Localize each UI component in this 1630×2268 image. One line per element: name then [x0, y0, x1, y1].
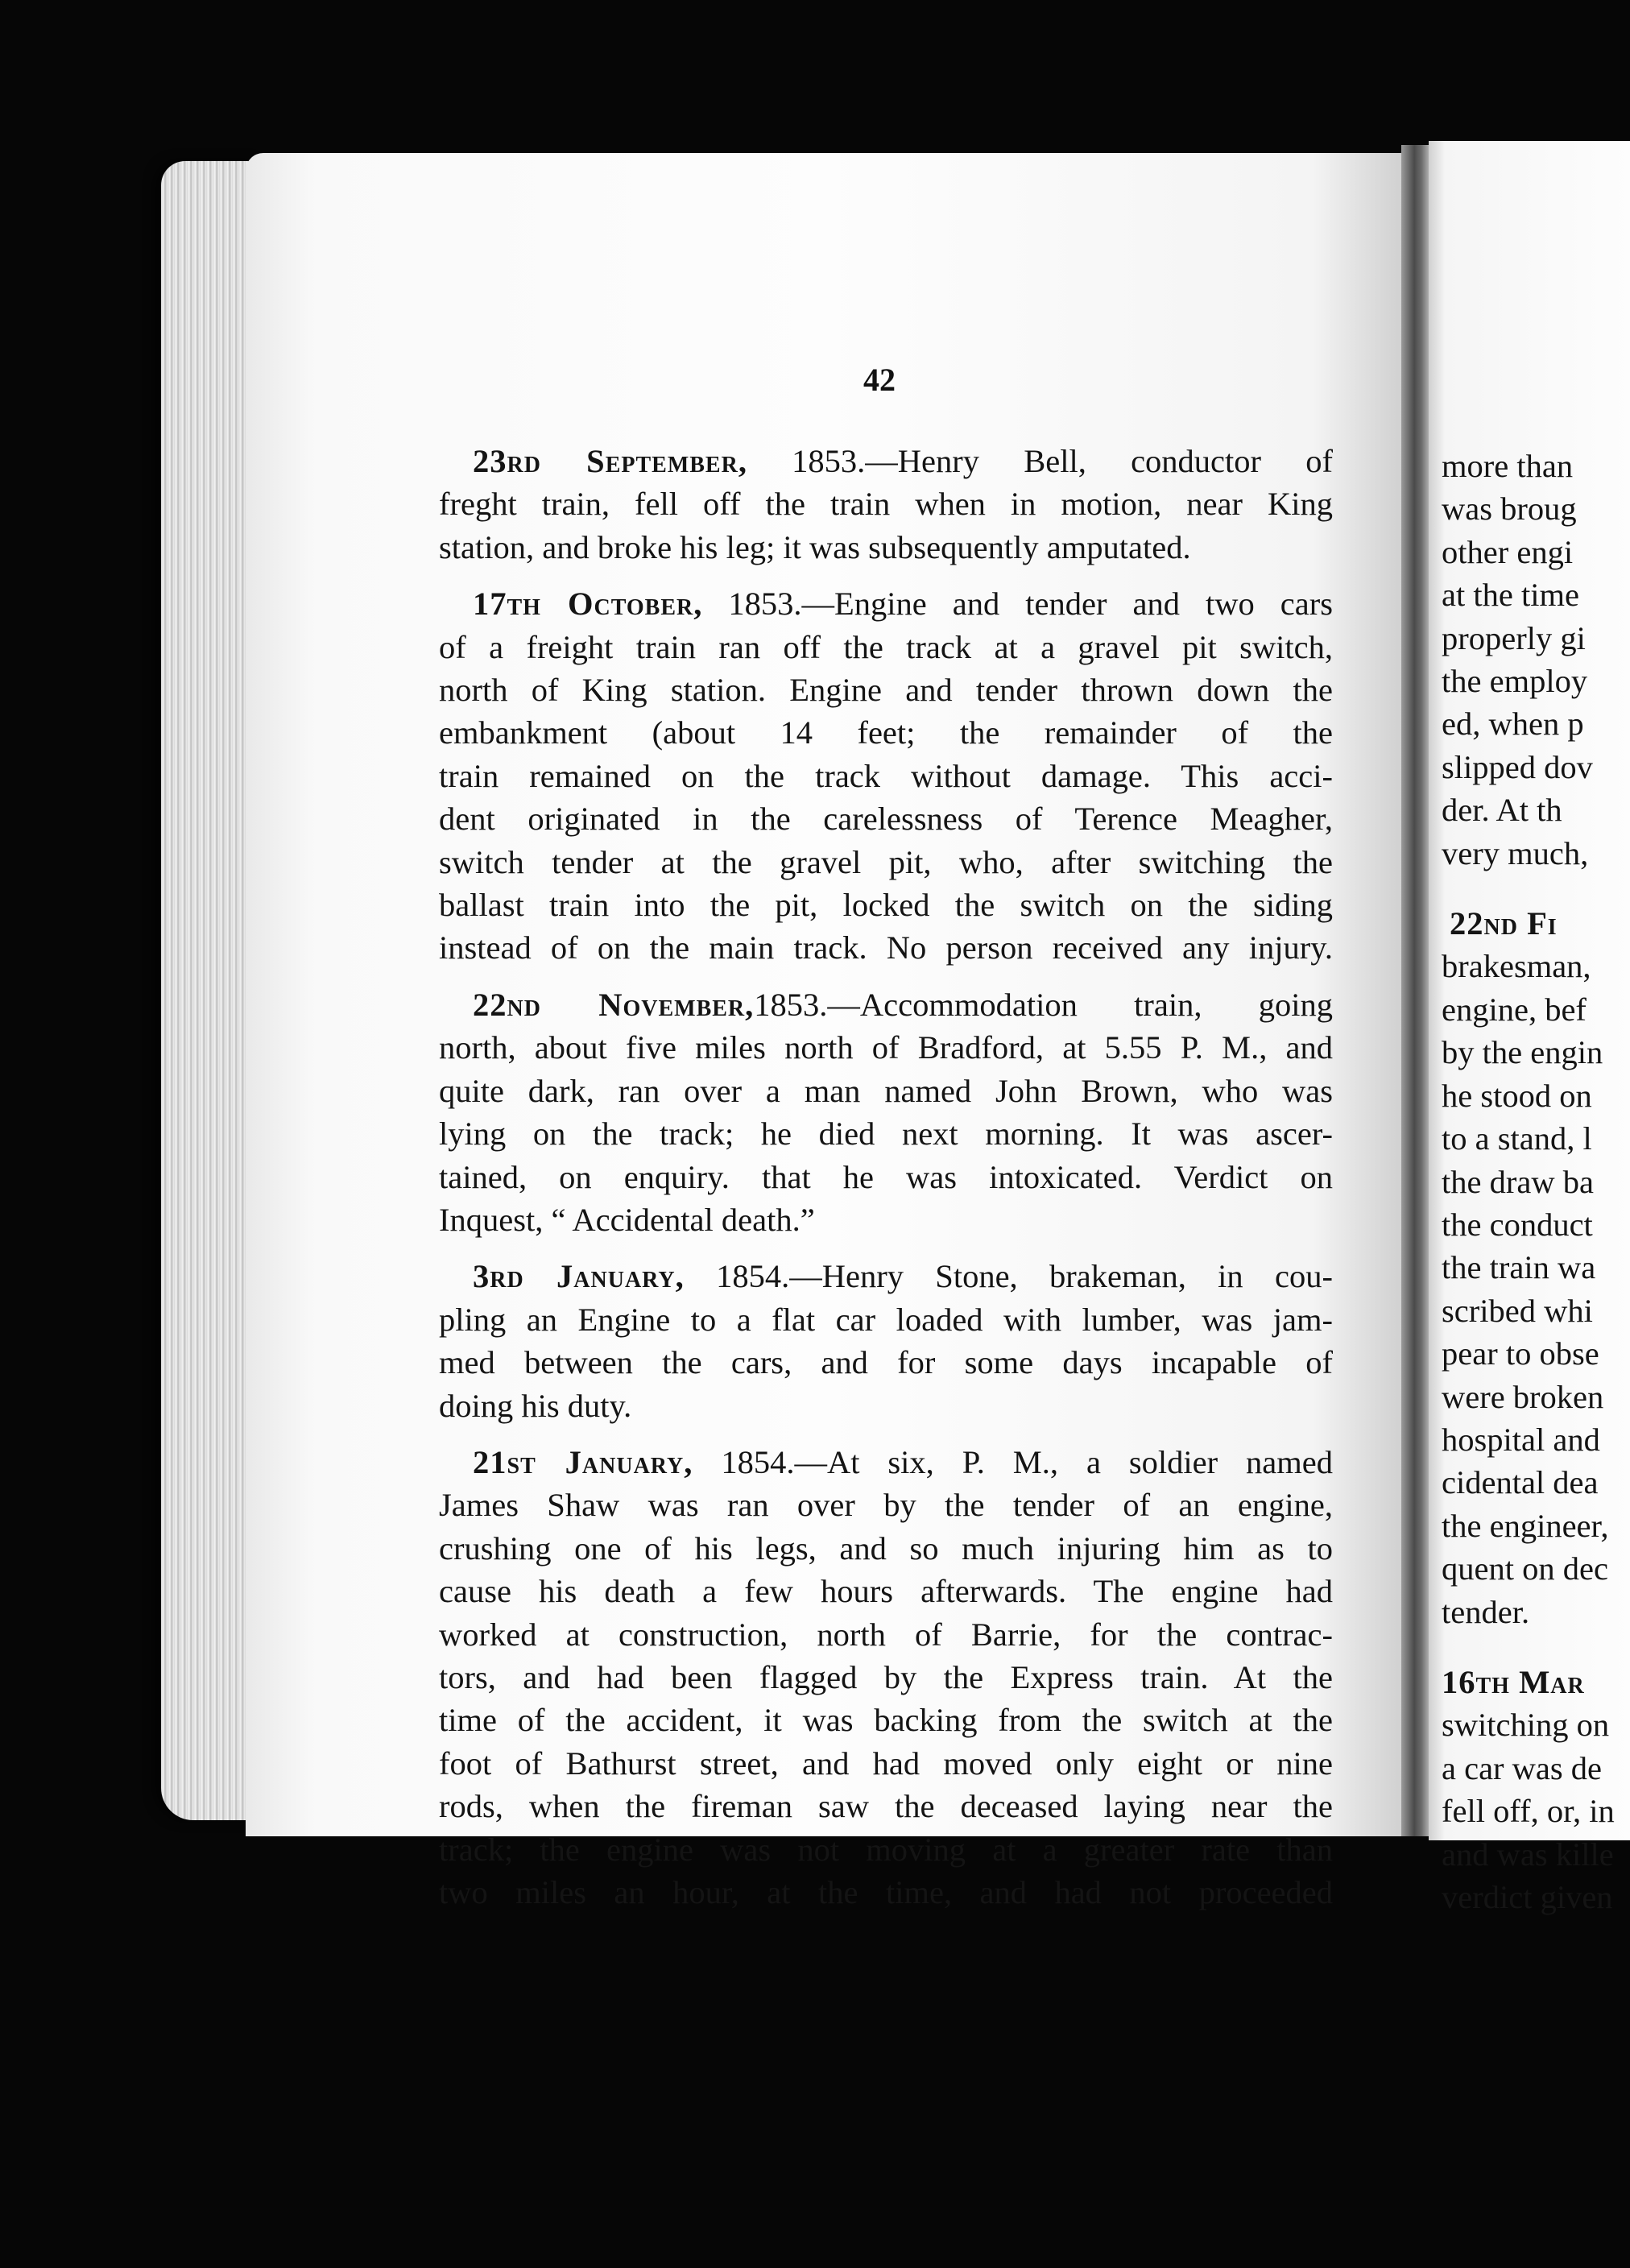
- entry-date: 17th October,: [473, 586, 703, 623]
- entry-date: 22nd November,: [473, 986, 755, 1023]
- right-line: to a stand, l: [1442, 1120, 1592, 1157]
- entry-line: train remained on the track without damage. This acci-: [439, 757, 1333, 794]
- entry-line: north, about five miles north of Bradford, at 5.55 P. M., and: [439, 1029, 1333, 1066]
- entry-line: tained, on enquiry. that he was intoxicated. Verdict on: [439, 1158, 1333, 1195]
- entry-date: 23rd September,: [473, 443, 747, 479]
- book-gutter: [1401, 145, 1430, 1836]
- entry-1854-01-21: [439, 1441, 1333, 1914]
- right-line: pear to obse: [1442, 1335, 1599, 1372]
- entry-line: two miles an hour, at the time, and had not proceeded: [439, 1874, 1333, 1910]
- right-line: engine, bef: [1442, 991, 1587, 1028]
- right-line: and was kille: [1442, 1836, 1614, 1873]
- right-line: very much,: [1442, 834, 1589, 871]
- right-line: hospital and: [1442, 1421, 1600, 1458]
- entry-line: rods, when the fireman saw the deceased laying near the: [439, 1788, 1333, 1825]
- entry-line: embankment (about 14 feet; the remainder of the: [439, 714, 1333, 751]
- right-line: fell off, or, in: [1442, 1793, 1615, 1830]
- right-line: ed, when p: [1442, 706, 1584, 743]
- right-line: the train wa: [1442, 1249, 1596, 1286]
- entry-line: lying on the track; he died next morning. It was ascer-: [439, 1115, 1333, 1153]
- right-line: brakesman,: [1442, 948, 1591, 985]
- right-line: tender.: [1442, 1593, 1530, 1630]
- right-line: der. At th: [1442, 792, 1562, 829]
- entry-line: time of the accident, it was backing from the switch at the: [439, 1702, 1333, 1739]
- right-line: more than: [1442, 448, 1574, 484]
- entry-line: instead of on the main track. No person received any injury.: [439, 929, 1333, 966]
- right-line: scribed whi: [1442, 1292, 1593, 1329]
- right-line: other engi: [1442, 533, 1574, 570]
- right-line: was broug: [1442, 490, 1577, 528]
- entry-1853-09-23: [439, 440, 1333, 569]
- entry-first-line: 17th October, 1853.—Engine and tender and two cars: [473, 586, 1333, 623]
- paragraph-gap: [1442, 875, 1630, 902]
- page-number: 42: [863, 362, 896, 398]
- entry-line: ballast train into the pit, locked the switch on the siding: [439, 887, 1333, 924]
- entry-line: switch tender at the gravel pit, who, after switching the: [439, 843, 1333, 880]
- entry-1853-11-22: [439, 983, 1333, 1241]
- entry-line: freght train, fell off the train when in motion, near King: [439, 486, 1333, 523]
- entry-line: of a freight train ran off the track at a gravel pit switch,: [439, 628, 1333, 665]
- entry-line: foot of Bathurst street, and had moved only eight or nine: [439, 1744, 1333, 1782]
- right-line-date: 16th Mar: [1442, 1663, 1585, 1700]
- entry-line: worked at construction, north of Barrie, for the contrac-: [439, 1616, 1333, 1653]
- entry-line: med between the cars, and for some days incapable of: [439, 1344, 1333, 1381]
- entry-1853-10-17: [439, 582, 1333, 970]
- entry-line: track; the engine was not moving at a greater rate than: [439, 1831, 1333, 1868]
- entry-line: doing his duty.: [439, 1387, 632, 1424]
- entry-date: 21st January,: [473, 1443, 693, 1480]
- entry-line: Inquest, “ Accidental death.”: [439, 1201, 815, 1238]
- left-page-text: [439, 440, 1333, 1927]
- entry-first-line: 21st January, 1854.—At six, P. M., a soldier named: [473, 1443, 1334, 1480]
- book-page-edges: [161, 161, 258, 1820]
- entry-first-line: 23rd September, 1853.—Henry Bell, conductor of: [473, 443, 1333, 479]
- entry-line: quite dark, ran over a man named John Brown, who was: [439, 1072, 1333, 1109]
- right-line: quent on dec: [1442, 1550, 1608, 1587]
- entry-line: James Shaw was ran over by the tender of an engine,: [439, 1487, 1333, 1524]
- entry-line: station, and broke his leg; it was subsequently amputated.: [439, 528, 1191, 565]
- entry-line: dent originated in the carelessness of Terence Meagher,: [439, 801, 1333, 838]
- entry-line: pling an Engine to a flat car loaded with lumber, was jam-: [439, 1301, 1333, 1338]
- right-line: were broken: [1442, 1378, 1604, 1415]
- right-page-text: [1442, 445, 1630, 1918]
- right-line: a car was de: [1442, 1749, 1602, 1786]
- entry-line: crushing one of his legs, and so much injuring him as to: [439, 1529, 1333, 1566]
- right-line: verdict given: [1442, 1879, 1613, 1915]
- right-line: the draw ba: [1442, 1163, 1594, 1200]
- right-line-date: 22nd Fi: [1450, 905, 1558, 942]
- paragraph-gap: [1442, 1633, 1630, 1661]
- entry-date: 3rd January,: [473, 1258, 685, 1295]
- entry-line: tors, and had been flagged by the Express train. At the: [439, 1658, 1333, 1695]
- right-line: the employ: [1442, 663, 1588, 700]
- right-line: he stood on: [1442, 1077, 1592, 1114]
- entry-line: cause his death a few hours afterwards. The engine had: [439, 1573, 1333, 1610]
- entry-line: north of King station. Engine and tender thrown down the: [439, 672, 1333, 709]
- right-line: the engineer,: [1442, 1507, 1609, 1544]
- right-line: slipped dov: [1442, 748, 1593, 785]
- entry-first-line: 3rd January, 1854.—Henry Stone, brakeman, in cou-: [473, 1258, 1333, 1295]
- right-line: properly gi: [1442, 619, 1586, 656]
- entry-1854-01-03: [439, 1255, 1333, 1427]
- entry-first-line: 22nd November,1853.—Accommodation train, going: [473, 986, 1333, 1023]
- right-line: switching on: [1442, 1707, 1610, 1744]
- right-line: by the engin: [1442, 1034, 1603, 1071]
- right-line: the conduct: [1442, 1206, 1593, 1243]
- right-line: cidental dea: [1442, 1464, 1599, 1501]
- right-line: at the time: [1442, 577, 1579, 614]
